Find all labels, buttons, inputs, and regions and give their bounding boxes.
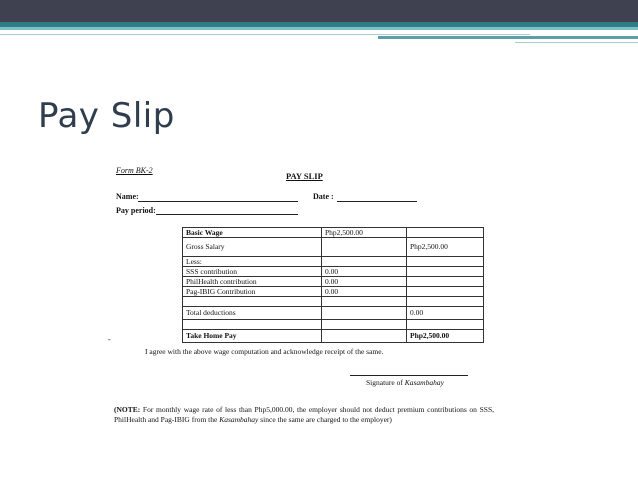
note-kasambahay: Kasambahay xyxy=(219,415,259,424)
slide-top-bar xyxy=(0,0,638,22)
empty-cell xyxy=(183,320,322,330)
date-field-line xyxy=(337,201,417,202)
empty-cell xyxy=(322,320,407,330)
total-deductions-total: 0.00 xyxy=(407,307,484,320)
take-home-amount xyxy=(322,330,407,343)
form-code: Form BK-2 xyxy=(116,166,153,175)
date-label: Date : xyxy=(313,192,334,201)
signature-label xyxy=(366,378,444,387)
pay-slip-table xyxy=(182,227,484,343)
slide-title: Pay Slip xyxy=(38,96,175,136)
slide-accent-line xyxy=(515,42,638,43)
agreement-text: I agree with the above wage computation and acknowledge receipt of the same. xyxy=(145,347,384,356)
table-row xyxy=(183,297,484,307)
basic-wage-amount: Php2,500.00 xyxy=(322,228,407,238)
pay-period-field-line xyxy=(156,214,298,215)
empty-cell xyxy=(183,297,322,307)
empty-cell xyxy=(407,267,484,277)
gross-salary-total: Php2,500.00 xyxy=(407,238,484,257)
basic-wage-total xyxy=(407,228,484,238)
document-title: PAY SLIP xyxy=(286,171,323,181)
empty-cell xyxy=(407,277,484,287)
table-row xyxy=(183,257,484,267)
bullet-mark: - xyxy=(108,335,111,344)
signature-line xyxy=(350,375,468,376)
pagibig-label: Pag-IBIG Contribution xyxy=(183,287,322,297)
total-deductions-label: Total deductions xyxy=(183,307,322,320)
pay-period-label: Pay period: xyxy=(116,206,156,215)
gross-salary-amount xyxy=(322,238,407,257)
signature-label-prefix: Signature of xyxy=(366,378,405,387)
basic-wage-label: Basic Wage xyxy=(183,228,322,238)
total-deductions-amount xyxy=(322,307,407,320)
less-label: Less: xyxy=(183,257,322,267)
slide-accent-line xyxy=(0,34,530,35)
sss-label: SSS contribution xyxy=(183,267,322,277)
empty-cell xyxy=(407,287,484,297)
table-row xyxy=(183,277,484,287)
empty-cell xyxy=(407,297,484,307)
note-prefix: (NOTE: xyxy=(114,405,141,414)
sss-amount: 0.00 xyxy=(322,267,407,277)
slide-accent-band-light xyxy=(0,27,638,30)
table-row xyxy=(183,267,484,277)
empty-cell xyxy=(407,320,484,330)
table-row xyxy=(183,320,484,330)
note-part2: since the same are charged to the employer) xyxy=(258,415,392,424)
table-row xyxy=(183,287,484,297)
philhealth-label: PhilHealth contribution xyxy=(183,277,322,287)
take-home-total: Php2,500.00 xyxy=(407,330,484,343)
signature-label-name: Kasambahay xyxy=(404,378,444,387)
philhealth-amount: 0.00 xyxy=(322,277,407,287)
table-row xyxy=(183,238,484,257)
table-row xyxy=(183,228,484,238)
table-row xyxy=(183,330,484,343)
take-home-label: Take Home Pay xyxy=(183,330,322,343)
empty-cell xyxy=(322,297,407,307)
note-text xyxy=(114,405,494,425)
name-field-line xyxy=(138,201,298,202)
slide-accent-line xyxy=(378,36,638,39)
note-part1: For monthly wage rate of less than Php5,000.00, the employer should not deduct premium contributions on SSS, PhilHealth and Pag-IBIG from the xyxy=(114,405,494,424)
empty-cell xyxy=(322,257,407,267)
empty-cell xyxy=(407,257,484,267)
gross-salary-label: Gross Salary xyxy=(183,238,322,257)
table-row xyxy=(183,307,484,320)
pagibig-amount: 0.00 xyxy=(322,287,407,297)
name-label: Name: xyxy=(116,192,139,201)
